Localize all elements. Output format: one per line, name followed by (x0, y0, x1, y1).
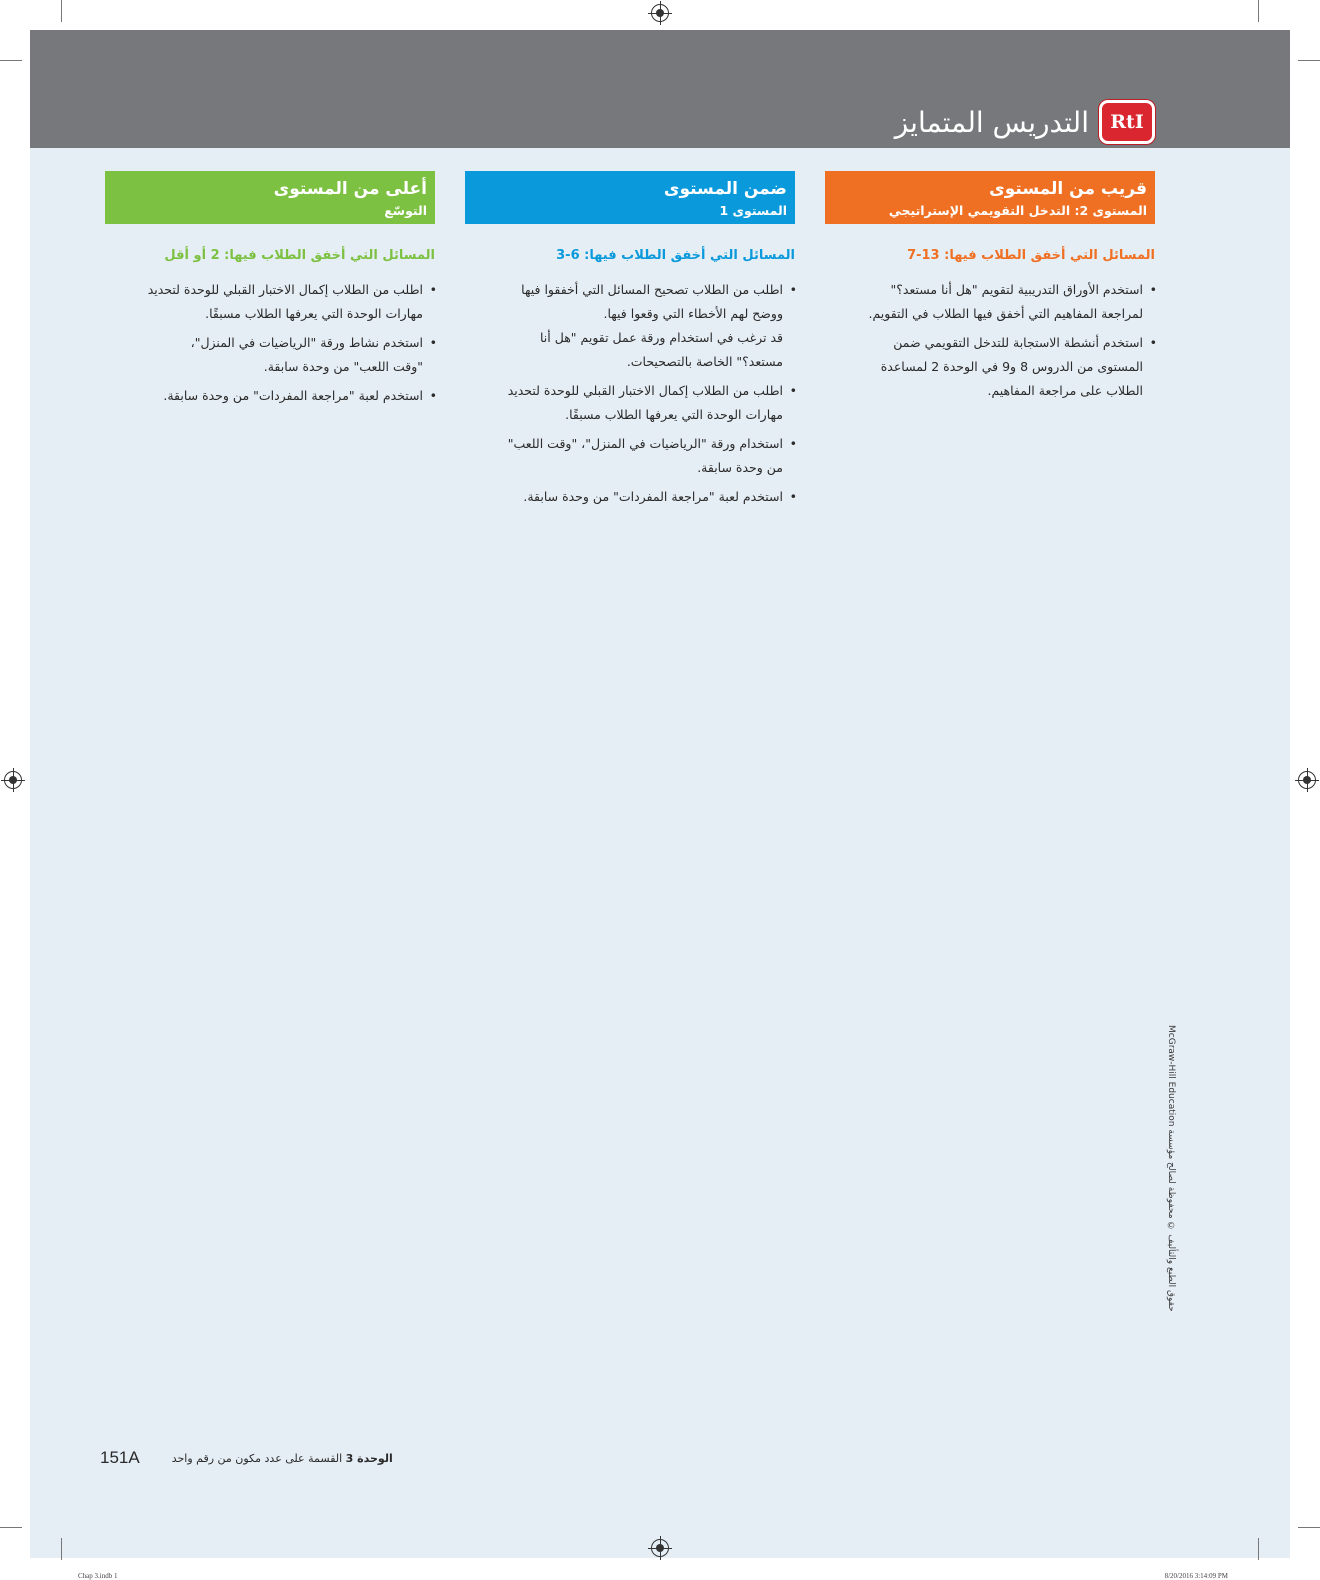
crop-mark (1258, 1538, 1259, 1560)
page-header (895, 100, 1155, 144)
crop-mark (1258, 0, 1259, 22)
list-item: • اطلب من الطلاب إكمال الاختبار القبلي للوحدة لتحديد مهارات الوحدة التي يعرفها الطلاب مسبقًا. (465, 379, 783, 427)
column-on-level-list (465, 278, 795, 509)
column-approaching-problems: المسائل التي أخفق الطلاب فيها: 13-7 (907, 248, 1155, 263)
registration-mark-icon (651, 4, 669, 22)
column-beyond-subtitle: التوسّع (384, 203, 427, 218)
column-approaching-list (825, 278, 1155, 403)
registration-mark-icon (651, 1539, 669, 1557)
registration-mark-icon (1298, 771, 1316, 789)
list-item: • استخدام ورقة "الرياضيات في المنزل"، "وقت اللعب" من وحدة سابقة. (465, 432, 783, 480)
registration-mark-icon (4, 771, 22, 789)
crop-mark (0, 60, 22, 61)
footer-unit-title: القسمة على عدد مكون من رقم واحد (171, 1451, 343, 1465)
list-item: • استخدم نشاط ورقة "الرياضيات في المنزل"، "وقت اللعب" من وحدة سابقة. (105, 331, 423, 379)
slug-file: Chap 3.indb 1 (78, 1572, 118, 1580)
slug-timestamp: 8/20/2016 3:14:09 PM (1164, 1572, 1228, 1580)
column-on-level-problems: المسائل التي أخفق الطلاب فيها: 6-3 (556, 248, 795, 263)
column-on-level-subtitle: المستوى 1 (719, 203, 787, 218)
list-item: • استخدم الأوراق التدريبية لتقويم "هل أنا مستعد؟" لمراجعة المفاهيم التي أخفق فيها الطلاب في التقويم. (825, 278, 1143, 326)
column-beyond-header (105, 171, 435, 224)
column-on-level-title: ضمن المستوى (663, 179, 787, 199)
column-approaching-title: قريب من المستوى (989, 179, 1147, 199)
crop-mark (0, 1527, 22, 1528)
list-item: • اطلب من الطلاب تصحيح المسائل التي أخفقوا فيها ووضح لهم الأخطاء التي وقعوا فيها. قد ترغب في استخدام ورقة عمل تقويم "هل أنا مستعد؟" الخاصة بالتصحيحات. (465, 278, 783, 374)
list-item: • اطلب من الطلاب إكمال الاختبار القبلي للوحدة لتحديد مهارات الوحدة التي يعرفها الطلاب مسبقًا. (105, 278, 423, 326)
list-item: • استخدم أنشطة الاستجابة للتدخل التقويمي ضمن المستوى من الدروس 8 و9 في الوحدة 2 لمساعدة الطلاب على مراجعة المفاهيم. (825, 331, 1143, 403)
column-on-level (465, 171, 795, 514)
column-beyond-problems: المسائل التي أخفق الطلاب فيها: 2 أو أقل (164, 248, 435, 263)
crop-mark (1298, 60, 1320, 61)
footer-unit (172, 1452, 393, 1465)
footer-unit-label: الوحدة 3 (345, 1451, 393, 1465)
page-number: 151A (100, 1448, 140, 1467)
footer (100, 1448, 393, 1468)
crop-mark (61, 0, 62, 22)
rti-badge: RtI (1099, 100, 1155, 144)
column-beyond-title: أعلى من المستوى (273, 179, 427, 199)
crop-mark (1298, 1527, 1320, 1528)
column-beyond (105, 171, 435, 413)
copyright-notice: حقوق الطبع والتأليف © محفوظة لصالح مؤسسة McGraw-Hill Education (1166, 1025, 1176, 1312)
column-approaching-subtitle: المستوى 2: التدخل التقويمي الإستراتيجي (888, 203, 1147, 218)
list-item: • استخدم لعبة "مراجعة المفردات" من وحدة سابقة. (105, 384, 423, 408)
crop-mark (61, 1538, 62, 1560)
page-title: التدريس المتمايز (894, 105, 1089, 139)
column-beyond-list (105, 278, 435, 408)
column-on-level-header (465, 171, 795, 224)
list-item: • استخدم لعبة "مراجعة المفردات" من وحدة سابقة. (465, 485, 783, 509)
column-approaching-header (825, 171, 1155, 224)
column-approaching (825, 171, 1155, 408)
